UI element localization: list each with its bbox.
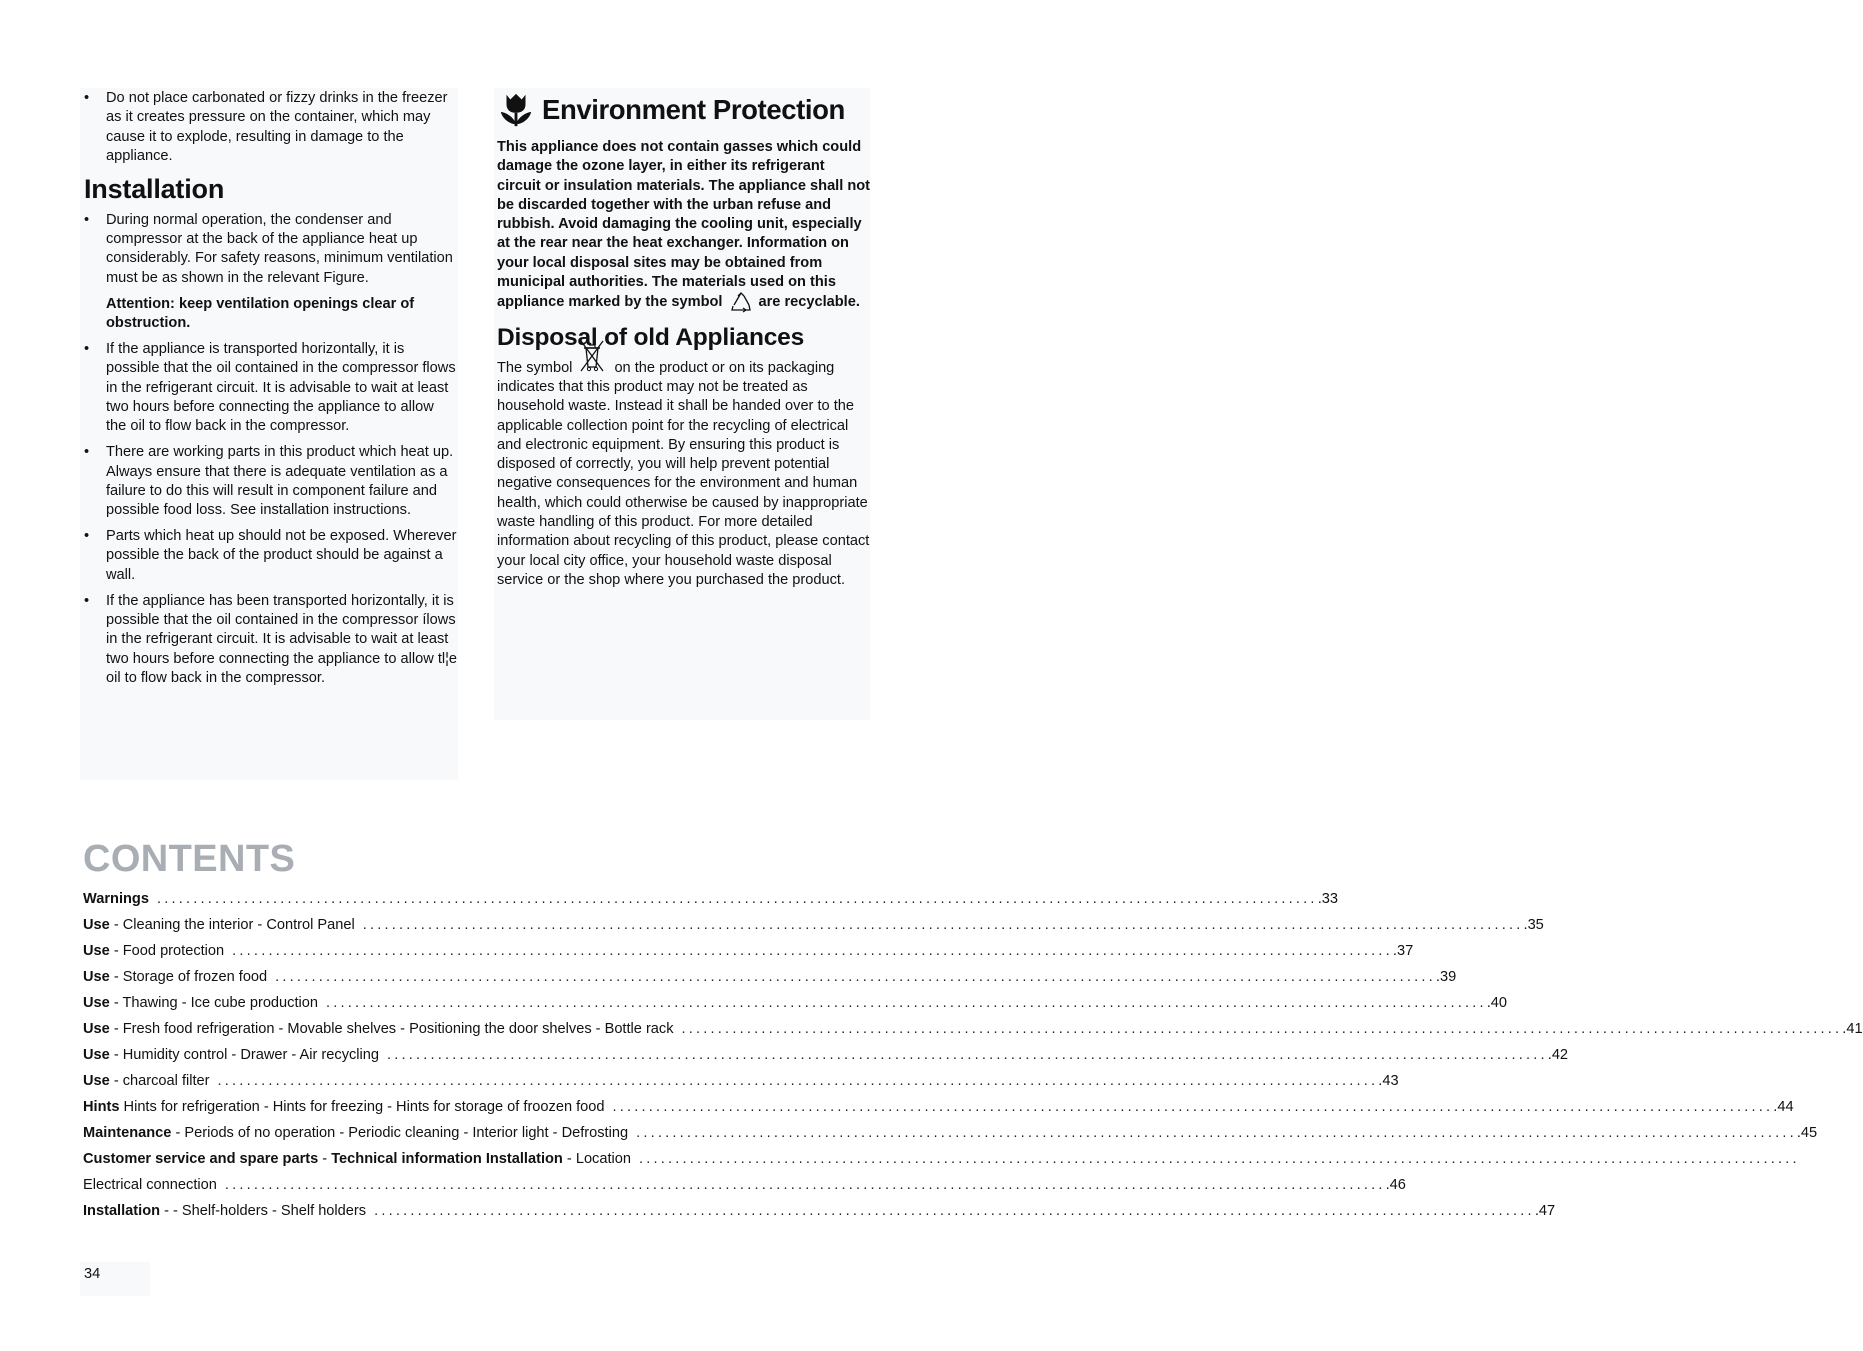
installation-bullet: • Parts which heat up should not be exposed. Wherever possible the back of the product should be against a wall. — [84, 527, 458, 585]
table-of-contents — [83, 886, 1863, 1224]
toc-page-number: .44 — [1773, 1099, 1794, 1115]
toc-page-number: .45 — [1796, 1125, 1818, 1141]
toc-leader: ................................................................................................................................................................ — [636, 1125, 1797, 1141]
toc-entry — [83, 1146, 1800, 1172]
toc-label-text: Hints for refrigeration - Hints for freezing - Hints for storage of froozen food — [119, 1099, 605, 1115]
toc-page-number: .43 — [1378, 1073, 1399, 1089]
toc-label-bold: Use — [83, 917, 110, 933]
toc-entry — [83, 990, 1508, 1016]
toc-leader: ................................................................................................................................................................ — [612, 1099, 1774, 1115]
toc-label-text: - Humidity control - Drawer - Air recycling — [109, 1047, 380, 1063]
toc-label-bold: Use — [83, 969, 110, 985]
toc-entry — [83, 1120, 1818, 1146]
intro-bullet-list — [84, 89, 458, 166]
toc-label — [83, 1146, 631, 1172]
toc-label-bold: Installation — [83, 1203, 161, 1219]
toc-label-bold: Warnings — [83, 891, 149, 907]
installation-bullet: • If the appliance is transported horizontally, it is possible that the oil contained in the compressor flows in the refrigerant circuit. It is advisable to wait at least two hours before connecting the appliance to allow the oil to flow back in the compressor. — [84, 340, 458, 436]
toc-leader: ................................................................................................................................................................ — [326, 995, 1487, 1011]
toc-label-text: - - Shelf-holders - Shelf holders — [160, 1203, 367, 1219]
toc-entry — [83, 1068, 1399, 1094]
toc-label — [83, 1172, 217, 1198]
toc-entry — [83, 938, 1414, 964]
toc-entry — [83, 1198, 1556, 1224]
toc-entry — [83, 964, 1457, 990]
toc-label-text: - Storage of frozen food — [109, 969, 268, 985]
installation-bullet: • There are working parts in this product which heat up. Always ensure that there is adequate ventilation as a failure to do this will result in component failure and possible food loss. See installation instructions. — [84, 443, 458, 520]
toc-entry — [83, 1016, 1863, 1042]
installation-heading: Installation — [84, 173, 225, 204]
disposal-heading: Disposal of old Appliances — [497, 323, 804, 351]
toc-label-bold: Use — [83, 1047, 110, 1063]
left-column — [84, 89, 458, 695]
toc-leader: ................................................................................................................................................................ — [681, 1021, 1843, 1037]
installation-bullet-list — [84, 211, 458, 288]
toc-page-number: .41 — [1842, 1021, 1863, 1037]
toc-page-number: .46 — [1385, 1177, 1406, 1193]
environment-text-end: are recyclable. — [758, 294, 860, 311]
toc-label — [83, 1016, 674, 1042]
toc-entry — [83, 1042, 1569, 1068]
toc-label-text: - Thawing - Ice cube production — [109, 995, 318, 1011]
toc-leader: ................................................................................................................................................................ — [156, 891, 1318, 907]
toc-label-bold: Use — [83, 943, 110, 959]
toc-label-bold: Use — [83, 1073, 110, 1089]
page-number: 34 — [84, 1266, 101, 1282]
toc-label — [83, 1094, 605, 1120]
toc-entry — [83, 886, 1338, 912]
environment-text — [497, 138, 871, 313]
toc-page-number: .39 — [1435, 969, 1457, 985]
toc-page-number: .42 — [1547, 1047, 1569, 1063]
tulip-icon — [497, 91, 535, 129]
toc-page-number: .37 — [1392, 943, 1414, 959]
toc-page-number: .35 — [1523, 917, 1544, 933]
toc-label — [83, 990, 318, 1016]
toc-label-text: - — [318, 1151, 332, 1167]
toc-leader: ................................................................................................................................................................ — [232, 943, 1393, 959]
toc-label-text-2: - Location — [562, 1151, 632, 1167]
toc-label-text: - Periods of no operation - Periodic cleaning - Interior light - Defrosting — [171, 1125, 629, 1141]
toc-label-text: - Fresh food refrigeration - Movable shelves - Positioning the door shelves - Bottle rack — [109, 1021, 674, 1037]
recycle-icon — [730, 292, 752, 312]
toc-leader: ................................................................................................................................................................ — [275, 969, 1436, 985]
toc-label-bold-2: Technical information Installation — [331, 1151, 563, 1167]
toc-entry — [83, 912, 1544, 938]
toc-leader: ................................................................................................................................................................ — [217, 1073, 1379, 1089]
toc-label-text: Electrical connection — [83, 1177, 217, 1193]
right-column — [497, 90, 871, 590]
toc-leader: ................................................................................................................................................................ — [224, 1177, 1386, 1193]
attention-note: Attention: keep ventilation openings clear of obstruction. — [106, 295, 415, 332]
toc-label — [83, 964, 267, 990]
toc-label — [83, 1068, 210, 1094]
toc-label — [83, 1120, 628, 1146]
toc-leader: ................................................................................................................................................................ — [362, 917, 1524, 933]
toc-leader: ................................................................................................................................................................ — [387, 1047, 1548, 1063]
environment-heading: Environment Protection — [542, 94, 845, 126]
toc-label — [83, 1042, 379, 1068]
installation-bullet: • If the appliance has been transported horizontally, it is possible that the oil contained in the compressor ílows in the refrigerant circuit. It is advisable to wait at least two hours before connecting the appliance to allow tl¦e oil to flow back in the compressor. — [84, 592, 458, 688]
toc-label-text: - Cleaning the interior - Control Panel — [109, 917, 355, 933]
toc-label-text: - charcoal filter — [109, 1073, 210, 1089]
toc-label-bold: Hints — [83, 1099, 120, 1115]
toc-entry — [83, 1172, 1406, 1198]
toc-leader: ................................................................................................................................................................ — [374, 1203, 1535, 1219]
toc-label-bold: Maintenance — [83, 1125, 172, 1141]
toc-page-number: .40 — [1486, 995, 1508, 1011]
environment-header — [497, 90, 871, 130]
disposal-text-main: on the product or on its packaging indicates that this product may not be treated as household waste. Instead it shall be handed over to the applicable collection point for the recycling of electrical and electronic equipment. By ensuring this product is disposed of correctly, you will help prevent potential negative consequences for the environment and human health, which could otherwise be caused by inappropriate waste handling of this product. For more detailed information about recycling of this product, please contact your local city office, your household waste disposal service or the shop where you purchased the product. — [497, 359, 870, 588]
toc-label — [83, 1198, 366, 1224]
toc-page-number: .47 — [1534, 1203, 1556, 1219]
toc-label-bold: Use — [83, 995, 110, 1011]
intro-bullet: • Do not place carbonated or fizzy drinks in the freezer as it creates pressure on the container, which may cause it to explode, resulting in damage to the appliance. — [84, 89, 458, 166]
installation-bullet-list-2 — [84, 340, 458, 688]
crossed-bin-icon — [578, 339, 606, 373]
disposal-text — [497, 353, 871, 591]
contents-title: CONTENTS — [83, 838, 296, 880]
environment-text-main: This appliance does not contain gasses which could damage the ozone layer, in either its refrigerant circuit or insulation materials. The appliance shall not be discarded together with the urban refuse and rubbish. Avoid damaging the cooling unit, especially at the rear near the heat exchanger. Information on your local disposal sites may be obtained from municipal authorities. The materials used on this appliance marked by the symbol — [497, 139, 871, 311]
toc-label-bold: Use — [83, 1021, 110, 1037]
toc-label-bold: Customer service and spare parts — [83, 1151, 319, 1167]
toc-label — [83, 886, 149, 912]
installation-bullet: • During normal operation, the condenser and compressor at the back of the appliance heat up considerably. For safety reasons, minimum ventilation must be as shown in the relevant Figure. — [84, 211, 458, 288]
toc-label-text: - Food protection — [109, 943, 225, 959]
toc-label — [83, 912, 355, 938]
disposal-text-start: The symbol — [497, 359, 573, 376]
toc-entry — [83, 1094, 1794, 1120]
toc-label — [83, 938, 224, 964]
toc-page-number: .33 — [1317, 891, 1338, 907]
toc-leader: ................................................................................................................................................................ — [639, 1151, 1800, 1167]
